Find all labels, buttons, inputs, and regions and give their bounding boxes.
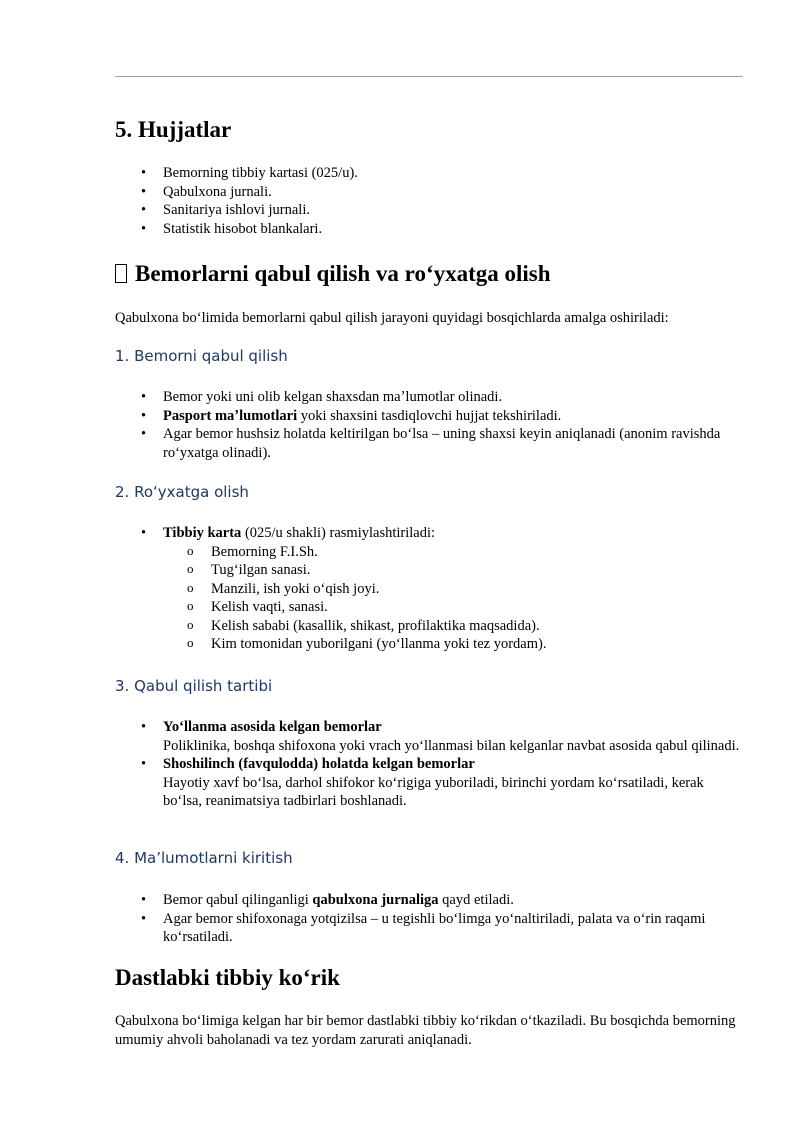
sublist-item: o Bemorning F.I.Sh.: [163, 543, 745, 562]
list-item: • Statistik hisobot blankalari.: [115, 220, 745, 239]
list-item: [115, 755, 745, 811]
tibbiy-karta-sublist: [163, 543, 745, 654]
list-item: • Sanitariya ishlovi jurnali.: [115, 201, 745, 220]
list-item: [115, 407, 745, 426]
subsection-4-heading: 4. Maʼlumotlarni kiritish: [115, 849, 293, 867]
sublist-item: o Tugʻilgan sanasi.: [163, 561, 745, 580]
subsection-1-list: [115, 388, 745, 462]
list-item-bold: Tibbiy karta: [163, 525, 242, 541]
list-item: • Bemorning tibbiy kartasi (025/u).: [115, 164, 745, 183]
list-item-bold: Shoshilinch (favqulodda) holatda kelgan bemorlar: [163, 756, 475, 772]
list-item: [115, 891, 745, 910]
subsection-3-heading: 3. Qabul qilish tartibi: [115, 677, 273, 695]
exam-intro: Qabulxona boʻlimiga kelgan har bir bemor dastlabki tibbiy koʻrikdan oʻtkaziladi. Bu bosqichda bemorning umumiy ahvoli baholanadi va tez yordam zarurati aniqlanadi.: [115, 1013, 736, 1048]
sublist-item: o Kim tomonidan yuborilgani (yoʻllanma yoki tez yordam).: [163, 635, 745, 654]
section-5-heading: 5. Hujjatlar: [115, 117, 232, 142]
subsection-2-list: [115, 524, 745, 654]
list-item-text: (025/u shakli) rasmiylashtiriladi:: [241, 525, 436, 541]
sublist-item: o Kelish sababi (kasallik, shikast, profilaktika maqsadida).: [163, 617, 745, 636]
missing-glyph-icon: [115, 264, 127, 283]
list-item: • Agar bemor hushsiz holatda keltirilgan boʻlsa – uning shaxsi keyin aniqlanadi (anonim ravishda roʻyxatga olinadi).: [115, 425, 745, 462]
subsection-2-heading: 2. Roʻyxatga olish: [115, 483, 249, 501]
admission-heading-text: Bemorlarni qabul qilish va roʻyxatga olish: [135, 261, 551, 286]
subsection-4-list: [115, 891, 745, 947]
subsection-1-heading: 1. Bemorni qabul qilish: [115, 347, 288, 365]
list-item: • Bemor yoki uni olib kelgan shaxsdan maʼlumotlar olinadi.: [115, 388, 745, 407]
list-item-bold: Pasport maʼlumotlari: [163, 407, 298, 424]
subsection-3-list: [115, 718, 745, 811]
sublist-item: o Manzili, ish yoki oʻqish joyi.: [163, 580, 745, 599]
exam-heading: Dastlabki tibbiy koʻrik: [115, 965, 340, 990]
list-item: • Agar bemor shifoxonaga yotqizilsa – u tegishli boʻlimga yoʻnaltiriladi, palata va oʻrin raqami koʻrsatiladi.: [115, 910, 745, 947]
list-item-text: qayd etiladi.: [438, 892, 514, 908]
sublist-item: o Kelish vaqti, sanasi.: [163, 598, 745, 617]
section-5-list: [115, 164, 745, 238]
list-item-text: Hayotiy xavf boʻlsa, darhol shifokor koʻrigiga yuboriladi, birinchi yordam koʻrsatiladi, kerak boʻlsa, reanimatsiya tadbirlari boshlanadi.: [163, 774, 704, 809]
list-item: • Qabulxona jurnali.: [115, 183, 745, 202]
admission-intro: Qabulxona boʻlimida bemorlarni qabul qilish jarayoni quyidagi bosqichlarda amalga oshiriladi:: [115, 310, 669, 326]
list-item-text: Poliklinika, boshqa shifoxona yoki vrach yoʻllanmasi bilan kelganlar navbat asosida qabul qilinadi.: [163, 737, 740, 754]
list-item-text: yoki shaxsini tasdiqlovchi hujjat tekshiriladi.: [297, 407, 562, 424]
list-item: [115, 524, 745, 654]
list-item-bold: Yoʻllanma asosida kelgan bemorlar: [163, 719, 382, 735]
list-item: [115, 718, 745, 755]
header-divider: [115, 76, 743, 77]
admission-heading: [115, 260, 551, 288]
list-item-text: Bemor qabul qilinganligi: [163, 892, 313, 908]
list-item-bold: qabulxona jurnaliga: [312, 892, 439, 908]
